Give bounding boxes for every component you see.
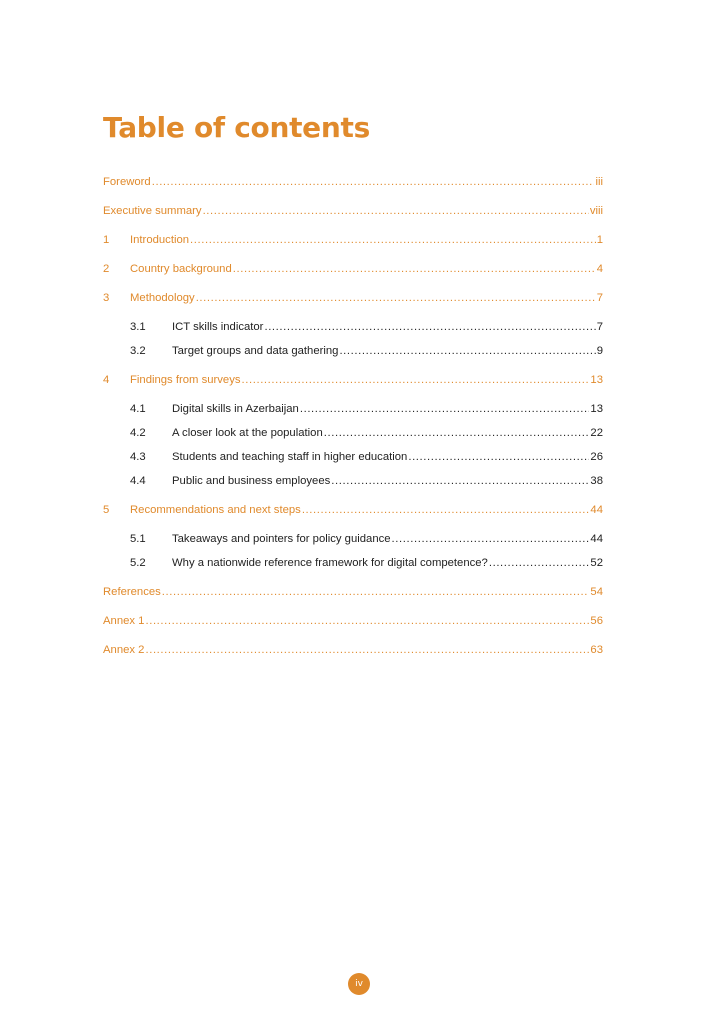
dot-leader [264, 317, 595, 338]
toc-entry-title: A closer look at the population [172, 427, 323, 439]
toc-entry-title: Public and business employees [172, 475, 331, 487]
toc-entry-page: 54 [590, 586, 603, 598]
toc-entry-number: 4.3 [130, 451, 146, 463]
dot-leader [233, 259, 596, 280]
toc-entry-number: 4.4 [130, 475, 146, 487]
toc-entry-page: viii [589, 205, 603, 217]
toc-entry-ict-skills-indicator[interactable] [103, 317, 603, 338]
toc-entry-introduction[interactable] [103, 230, 603, 251]
toc-entry-page: 38 [590, 475, 603, 487]
dot-leader [145, 611, 589, 632]
toc-entry-number: 3.2 [130, 345, 146, 357]
toc-entry-title: Annex 1 [103, 615, 145, 627]
dot-leader [331, 471, 589, 492]
toc-entry-annex-2[interactable] [103, 640, 603, 661]
dot-leader [152, 172, 595, 193]
dot-leader [339, 341, 595, 362]
toc-entry-page: 7 [596, 321, 603, 333]
toc-entry-country-background[interactable] [103, 259, 603, 280]
toc-entry-title: Findings from surveys [130, 374, 241, 386]
toc-entry-number: 4.2 [130, 427, 146, 439]
toc-entry-recommendations[interactable] [103, 500, 603, 521]
toc-entry-page: 44 [590, 533, 603, 545]
dot-leader [300, 399, 590, 420]
toc-entry-title: Recommendations and next steps [130, 504, 301, 516]
toc-entry-title: ICT skills indicator [172, 321, 264, 333]
toc-entry-page: 13 [590, 403, 603, 415]
toc-entry-number: 5.1 [130, 533, 146, 545]
toc-entry-executive-summary[interactable] [103, 201, 603, 222]
toc-entry-public-business-employees[interactable] [103, 471, 603, 492]
dot-leader [196, 288, 596, 309]
dot-leader [162, 582, 590, 603]
toc-entry-number: 5.2 [130, 557, 146, 569]
toc-entry-number: 3 [103, 292, 110, 304]
dot-leader [190, 230, 596, 251]
toc-entry-number: 1 [103, 234, 110, 246]
toc-entry-title: Introduction [130, 234, 190, 246]
toc-entry-number: 5 [103, 504, 110, 516]
toc-entry-number: 2 [103, 263, 110, 275]
dot-leader [489, 553, 590, 574]
toc-entry-page: 9 [596, 345, 603, 357]
toc-entry-closer-look[interactable] [103, 423, 603, 444]
toc-entry-foreword[interactable] [103, 172, 603, 193]
toc-entry-findings-from-surveys[interactable] [103, 370, 603, 391]
dot-leader [203, 201, 589, 222]
toc-entry-students-teaching-staff[interactable] [103, 447, 603, 468]
toc-entry-title: Digital skills in Azerbaijan [172, 403, 299, 415]
page-title: Table of contents [103, 111, 370, 144]
toc-entry-annex-1[interactable] [103, 611, 603, 632]
toc-entry-title: Methodology [130, 292, 195, 304]
toc-entry-title: Annex 2 [103, 644, 145, 656]
toc-entry-number: 3.1 [130, 321, 146, 333]
dot-leader [145, 640, 589, 661]
toc-entry-title: Country background [130, 263, 232, 275]
toc-entry-takeaways[interactable] [103, 529, 603, 550]
toc-entry-page: 52 [590, 557, 603, 569]
toc-entry-page: 22 [590, 427, 603, 439]
toc-entry-page: 56 [590, 615, 603, 627]
toc-entry-references[interactable] [103, 582, 603, 603]
toc-entry-methodology[interactable] [103, 288, 603, 309]
toc-entry-title: Foreword [103, 176, 151, 188]
toc-entry-page: 26 [590, 451, 603, 463]
toc-entry-title: References [103, 586, 161, 598]
dot-leader [324, 423, 590, 444]
toc-entry-number: 4.1 [130, 403, 146, 415]
dot-leader [392, 529, 590, 550]
toc-entry-number: 4 [103, 374, 110, 386]
dot-leader [242, 370, 590, 391]
toc-entry-page: 4 [596, 263, 603, 275]
toc-entry-page: 63 [590, 644, 603, 656]
table-of-contents [103, 172, 603, 661]
toc-entry-title: Executive summary [103, 205, 202, 217]
toc-entry-title: Students and teaching staff in higher education [172, 451, 408, 463]
dot-leader [408, 447, 589, 468]
toc-entry-page: 44 [590, 504, 603, 516]
page-number-badge: iv [348, 973, 370, 995]
toc-entry-digital-skills[interactable] [103, 399, 603, 420]
toc-entry-reference-framework[interactable] [103, 553, 603, 574]
toc-entry-target-groups[interactable] [103, 341, 603, 362]
toc-entry-page: 13 [590, 374, 603, 386]
toc-entry-title: Target groups and data gathering [172, 345, 339, 357]
toc-entry-page: 1 [596, 234, 603, 246]
toc-entry-page: iii [595, 176, 603, 188]
toc-entry-page: 7 [596, 292, 603, 304]
toc-entry-title: Why a nationwide reference framework for digital competence? [172, 557, 488, 569]
dot-leader [302, 500, 590, 521]
toc-entry-title: Takeaways and pointers for policy guidance [172, 533, 391, 545]
